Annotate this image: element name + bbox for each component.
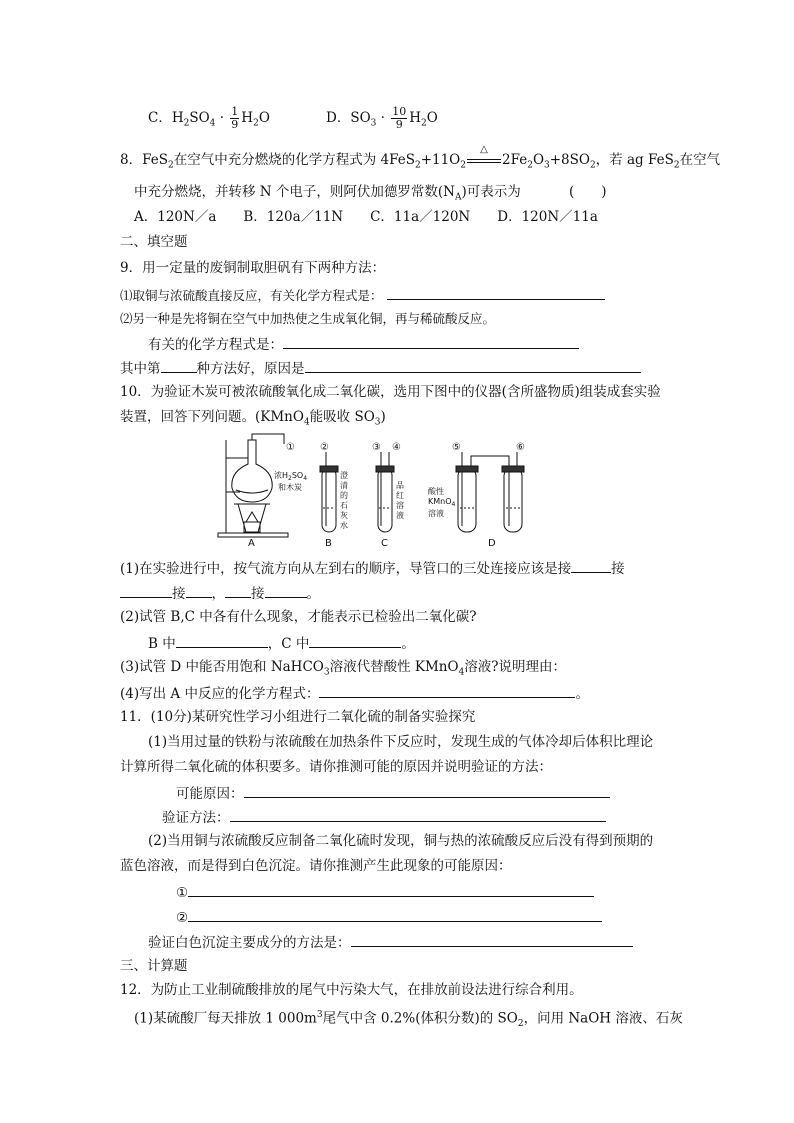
text: ① <box>176 885 189 901</box>
q10-stem-1: 10．为验证木炭可被浓硫酸氧化成二氧化碳，选用下图中的仪器(含所盛物质)组装成套实验 <box>120 384 661 400</box>
text: H <box>409 110 422 126</box>
text: 装置，回答下列问题。(KMnO <box>120 409 304 425</box>
char: 的 <box>340 491 348 500</box>
sub: 2 <box>414 160 421 171</box>
sub: 4 <box>303 475 308 482</box>
answer-blank[interactable] <box>265 583 307 598</box>
port-3: ③ <box>372 442 381 453</box>
text: SO <box>291 471 304 480</box>
text: 浓H <box>274 471 289 480</box>
text: 溶液 <box>428 509 444 518</box>
section-title-fill: 二、填空题 <box>120 234 188 250</box>
char: 灰 <box>340 511 348 520</box>
answer-paren: ( ) <box>569 184 607 200</box>
q11-verify <box>148 932 633 952</box>
text: 中充分燃烧，并转移 N 个电子，则阿伏加德罗常数(N <box>134 184 455 200</box>
delta-symbol: △ <box>480 144 488 155</box>
char: 石 <box>340 501 348 510</box>
text: ，问用 NaOH 溶液、石灰 <box>523 1010 683 1027</box>
text: SO <box>189 110 210 126</box>
text: ⑴取铜与浓硫酸直接反应，有关化学方程式是： <box>120 288 383 303</box>
sub: 4 <box>451 501 456 508</box>
sub: 3 <box>544 160 550 171</box>
sub: 2 <box>183 118 190 129</box>
test-tube-d2 <box>504 468 522 532</box>
stopper-b <box>320 466 338 472</box>
q7-option-d <box>326 106 438 133</box>
label-a-carbon: 和木炭 <box>278 483 302 492</box>
text: 溶液?说明理由： <box>464 659 567 675</box>
port-5: ⑤ <box>452 442 461 453</box>
text: (1)在实验进行中，按气流方向从左到右的顺序，导管口的三处连接应该是接 <box>120 561 572 577</box>
q8-line2 <box>134 183 521 207</box>
stopper-c <box>376 466 394 472</box>
port-2: ② <box>320 442 329 453</box>
answer-blank[interactable] <box>319 683 575 698</box>
text: 有关的化学方程式是： <box>148 337 283 353</box>
label-d-text <box>428 486 456 518</box>
test-tube-c <box>378 468 392 532</box>
q10-q4 <box>120 683 589 703</box>
text: 接 <box>172 586 186 602</box>
sub: 4 <box>209 118 216 129</box>
tripod <box>238 504 266 532</box>
label-b-vertical <box>340 470 348 530</box>
char: 水 <box>340 521 348 530</box>
q12-p1 <box>134 1006 683 1033</box>
sup: 3 <box>316 1010 323 1020</box>
text: 验证方法： <box>162 810 230 826</box>
q7-c-text: C．H <box>148 110 184 126</box>
answer-blank[interactable] <box>188 882 594 897</box>
label-a-acid <box>274 470 307 482</box>
port-4: ④ <box>392 442 401 453</box>
answer-blank[interactable] <box>351 932 633 947</box>
text: 能吸收 SO <box>309 409 375 425</box>
text: 。 <box>401 636 415 652</box>
char: 品 <box>396 481 404 490</box>
text: 尾气中含 0.2%(体积分数)的 SO <box>322 1010 518 1027</box>
q9-stem: 9．用一定量的废铜制取胆矾有下两种方法： <box>120 260 386 276</box>
char: 澄 <box>340 471 348 480</box>
section-title-calc: 三、计算题 <box>120 958 188 974</box>
q12-stem: 12．为防止工业制硫酸排放的尾气中污染大气，在排放前设法进行综合利用。 <box>120 982 583 998</box>
text: 溶液代替酸性 KMnO <box>329 659 459 675</box>
stand-base <box>218 533 288 537</box>
q9-part4 <box>120 358 641 378</box>
answer-blank[interactable] <box>283 334 579 349</box>
q8-line1 <box>120 144 721 175</box>
q11-cause-1 <box>176 882 594 902</box>
alcohol-lamp <box>244 522 260 532</box>
answer-blank[interactable] <box>188 907 602 922</box>
q10-q2-answers <box>148 633 415 653</box>
text: 接 <box>251 586 265 602</box>
burner-flame <box>246 512 258 522</box>
text: 酸性 <box>428 487 444 496</box>
fraction-1-9 <box>230 106 239 131</box>
char: 溶 <box>396 501 404 510</box>
text: (4)写出 A 中反应的化学方程式： <box>120 686 320 702</box>
char: 液 <box>396 511 404 520</box>
answer-blank[interactable] <box>571 558 611 573</box>
dot: · <box>219 110 224 126</box>
stopper-d2 <box>502 466 524 472</box>
q11-p1a: (1)当用过量的铁粉与浓硫酸在加热条件下反应时，发现生成的气体冷却后体积比理论 <box>148 734 654 750</box>
text: +8SO <box>549 152 590 168</box>
answer-blank[interactable] <box>244 783 610 798</box>
numerator: 10 <box>392 105 407 118</box>
answer-blank[interactable] <box>225 583 251 598</box>
test-tube-d1 <box>458 468 476 532</box>
port-6: ⑥ <box>516 442 525 453</box>
test-tube-b <box>322 468 336 532</box>
sub: 3 <box>370 118 377 129</box>
fraction-10-9 <box>391 106 407 131</box>
text: 8．FeS <box>120 152 168 168</box>
text <box>428 497 456 508</box>
text: KMnO <box>428 497 452 506</box>
port-1: ① <box>286 442 295 453</box>
label-c-vertical <box>396 481 404 520</box>
denominator: 9 <box>231 118 239 131</box>
label-a: A <box>248 538 255 549</box>
text: O <box>426 110 438 126</box>
q11-p1b: 计算所得二氧化硫的体积要多。请你推测可能的原因并说明验证的方法： <box>120 759 552 775</box>
numerator: 1 <box>231 105 239 118</box>
text: 。 <box>306 586 320 602</box>
q8-options: A．120N／a B．120a／11N C．11a／120N D．120N／11a <box>134 209 598 225</box>
connecting-tube <box>471 456 509 466</box>
text: 接 <box>611 561 625 577</box>
text: ② <box>176 910 189 926</box>
text: ， <box>211 586 225 602</box>
answer-blank[interactable] <box>305 358 641 373</box>
text: 在空气 <box>679 152 721 168</box>
sub: 2 <box>421 118 427 129</box>
sub: 3 <box>323 667 330 678</box>
dot: · <box>380 110 385 126</box>
sub: 3 <box>374 417 381 428</box>
sub: 2 <box>253 118 259 129</box>
answer-blank[interactable] <box>161 358 197 373</box>
q11-method <box>162 807 606 827</box>
answer-blank[interactable] <box>120 583 172 598</box>
delivery-tube-1 <box>252 434 284 444</box>
label-c: C <box>381 538 388 549</box>
text: 其中第 <box>120 361 161 377</box>
text: 验证白色沉淀主要成分的方法是： <box>148 935 351 951</box>
text: 。 <box>575 686 589 702</box>
text: ，若 ag FeS <box>595 152 674 168</box>
text: B 中 <box>148 636 176 652</box>
answer-blank[interactable] <box>230 807 606 822</box>
sub: 2 <box>527 160 533 171</box>
char: 红 <box>396 491 404 500</box>
q11-p2a: (2)当用铜与浓硫酸反应制备二氧化硫时发现，铜与热的浓硫酸反应后没有得到预期的 <box>148 833 654 849</box>
answer-blank[interactable] <box>186 583 212 598</box>
flask-liquid <box>236 490 268 493</box>
sub: 2 <box>517 1019 524 1030</box>
text: (3)试管 D 中能否用饱和 NaHCO <box>120 659 324 675</box>
text: 可能原因： <box>176 786 244 802</box>
answer-blank[interactable] <box>176 633 268 648</box>
text: 种方法好，原因是 <box>196 361 305 377</box>
sub: 2 <box>167 160 174 171</box>
text: H <box>241 110 254 126</box>
char: 清 <box>340 481 348 490</box>
q10-q2: (2)试管 B,C 中各有什么现象，才能表示已检验出二氧化碳? <box>120 609 477 625</box>
q10-q1 <box>120 558 625 578</box>
q10-stem-2 <box>120 408 386 432</box>
sub: 2 <box>589 160 596 171</box>
text: )可表示为 <box>461 184 521 200</box>
q9-part1 <box>120 285 605 305</box>
sub: A <box>454 192 462 203</box>
text: 在空气中充分燃烧的化学方程式为 4FeS <box>173 152 415 168</box>
sub: 4 <box>458 667 465 678</box>
text: ，C 中 <box>267 636 310 652</box>
text: ) <box>380 409 386 425</box>
label-b: B <box>325 538 332 549</box>
apparatus-figure <box>212 430 552 550</box>
sub: 4 <box>303 417 310 428</box>
label-d: D <box>488 538 496 549</box>
q7-option-c <box>148 106 270 133</box>
sub: 2 <box>288 475 292 482</box>
stopper-d1 <box>456 466 478 472</box>
q11-reason <box>176 783 610 803</box>
q10-q1-cont <box>120 583 320 603</box>
heating-arrow <box>466 144 502 169</box>
text: O <box>532 152 545 168</box>
q10-q3 <box>120 658 566 682</box>
answer-blank[interactable] <box>387 285 605 300</box>
denominator: 9 <box>395 118 403 131</box>
q9-part3 <box>148 334 579 354</box>
text: (1)某硫酸厂每天排放 1 000m <box>134 1010 317 1027</box>
text: 2Fe <box>501 152 528 168</box>
sub: 2 <box>460 160 466 171</box>
q11-stem: 11．(10分)某研究性学习小组进行二氧化硫的制备实验探究 <box>120 709 476 725</box>
text: +11O <box>420 152 461 168</box>
text: O <box>258 110 270 126</box>
sub: 2 <box>673 160 680 171</box>
answer-blank[interactable] <box>309 633 401 648</box>
q7-d-text: D．SO <box>326 110 371 126</box>
q11-p2b: 蓝色溶液，而是得到白色沉淀。请你推测产生此现象的可能原因： <box>120 858 512 874</box>
q11-cause-2 <box>176 907 602 927</box>
q9-part2: ⑵另一种是先将铜在空气中加热使之生成氧化铜，再与稀硫酸反应。 <box>120 311 496 326</box>
